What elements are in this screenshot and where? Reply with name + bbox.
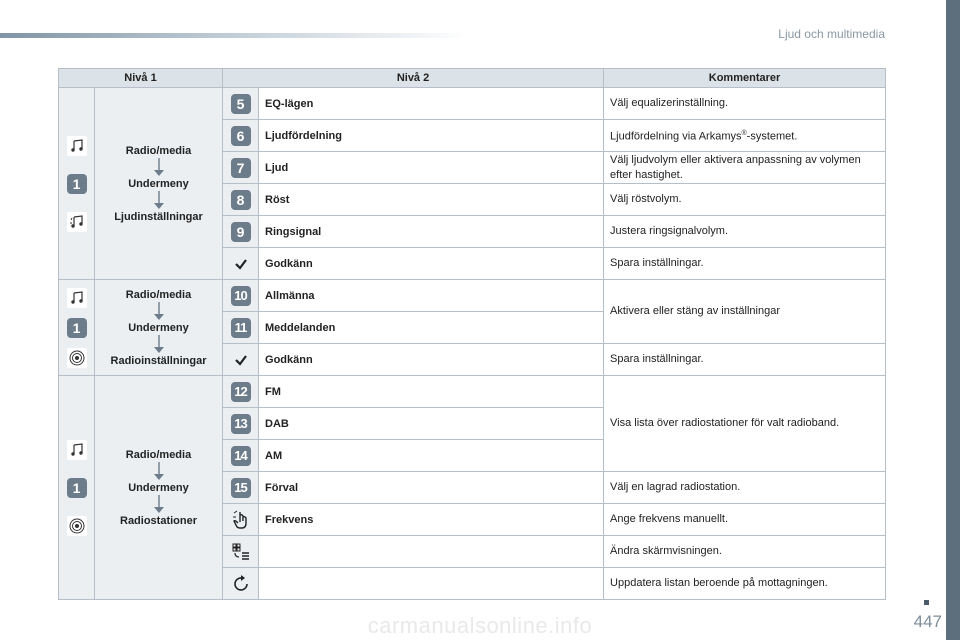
level1-icons (59, 376, 95, 600)
comment-text: Spara inställningar. (604, 248, 886, 280)
level1-icons (59, 280, 95, 376)
comment-text-part: -systemet. (746, 130, 798, 143)
path-step: Radioinställningar (110, 354, 207, 367)
number-badge: 14 (231, 446, 251, 466)
option-label: Ringsignal (259, 216, 604, 248)
path-step: Ljudinställningar (114, 210, 203, 223)
level1-path (95, 376, 223, 600)
table-row (59, 88, 886, 120)
side-tab-strip (946, 0, 960, 640)
number-badge: 7 (231, 158, 251, 178)
option-label: Ljud (259, 152, 604, 184)
comment-text: Spara inställningar. (604, 344, 886, 376)
number-badge: 12 (231, 382, 251, 402)
step-badge: 1 (67, 318, 87, 338)
option-label: Förval (259, 472, 604, 504)
section-title: Ljud och multimedia (778, 27, 885, 41)
path-step: Radiostationer (120, 514, 198, 527)
comment-text: Visa lista över radiostationer för valt radioband. (604, 376, 886, 472)
option-label (259, 536, 604, 568)
watermark: carmanualsonline.info (367, 613, 593, 638)
option-label: AM (259, 440, 604, 472)
level1-path (95, 280, 223, 376)
table-row (59, 376, 886, 408)
number-badge: 8 (231, 190, 251, 210)
checkmark-icon (230, 253, 252, 275)
arrow-down-icon (153, 462, 165, 481)
option-label: Ljudfördelning (259, 120, 604, 152)
number-badge: 11 (231, 318, 251, 338)
option-label: Frekvens (259, 504, 604, 536)
path-step: Radio/media (125, 288, 192, 301)
path-step: Undermeny (128, 177, 189, 190)
number-badge: 5 (231, 94, 251, 114)
display-mode-icon (230, 541, 252, 563)
comment-text: Ändra skärmvisningen. (604, 536, 886, 568)
option-label: FM (259, 376, 604, 408)
step-badge: 1 (67, 478, 87, 498)
comment-text: Aktivera eller stäng av inställningar (604, 280, 886, 344)
comment-text-part: Ljudfördelning via Arkamys (610, 130, 742, 143)
comment-text: Välj röstvolym. (604, 184, 886, 216)
path-step: Radio/media (125, 144, 192, 157)
level1-icons (59, 88, 95, 280)
music-note-icon (67, 288, 87, 308)
path-step: Undermeny (128, 321, 189, 334)
radio-station-icon (67, 516, 87, 536)
comment-text: Justera ringsignalvolym. (604, 216, 886, 248)
col-header-level2: Nivå 2 (223, 69, 604, 88)
col-header-level1: Nivå 1 (59, 69, 223, 88)
touch-hand-icon (230, 509, 252, 531)
arrow-down-icon (153, 495, 165, 514)
arrow-down-icon (153, 335, 165, 354)
option-label: Allmänna (259, 280, 604, 312)
comment-text (604, 120, 886, 152)
step-badge: 1 (67, 174, 87, 194)
option-label: Meddelanden (259, 312, 604, 344)
comment-text: Ange frekvens manuellt. (604, 504, 886, 536)
col-header-comments: Kommentarer (604, 69, 886, 88)
number-badge: 9 (231, 222, 251, 242)
option-label: Röst (259, 184, 604, 216)
option-label: Godkänn (259, 248, 604, 280)
checkmark-icon (230, 349, 252, 371)
option-label: DAB (259, 408, 604, 440)
comment-text: Uppdatera listan beroende på mottagningen. (604, 568, 886, 600)
number-badge: 10 (231, 286, 251, 306)
option-label: EQ-lägen (259, 88, 604, 120)
settings-table (58, 68, 886, 600)
arrow-down-icon (153, 158, 165, 177)
option-label: Godkänn (259, 344, 604, 376)
header-accent-bar (0, 33, 470, 38)
number-badge: 13 (231, 414, 251, 434)
comment-text: Välj en lagrad radiostation. (604, 472, 886, 504)
path-step: Radio/media (125, 448, 192, 461)
arrow-down-icon (153, 191, 165, 210)
radio-settings-icon (67, 348, 87, 368)
comment-text: Välj equalizerinställning. (604, 88, 886, 120)
refresh-icon (230, 573, 252, 595)
level1-path (95, 88, 223, 280)
path-step: Undermeny (128, 481, 189, 494)
music-note-icon (67, 440, 87, 460)
music-settings-icon (67, 212, 87, 232)
option-label (259, 568, 604, 600)
page-marker (924, 600, 929, 605)
arrow-down-icon (153, 302, 165, 321)
number-badge: 15 (231, 478, 251, 498)
table-row (59, 280, 886, 312)
comment-text: Välj ljudvolym eller aktivera anpassning av volymen efter hastighet. (604, 152, 886, 184)
music-note-icon (67, 136, 87, 156)
registered-mark: ® (741, 130, 747, 138)
number-badge: 6 (231, 126, 251, 146)
page-number: 447 (913, 612, 942, 631)
